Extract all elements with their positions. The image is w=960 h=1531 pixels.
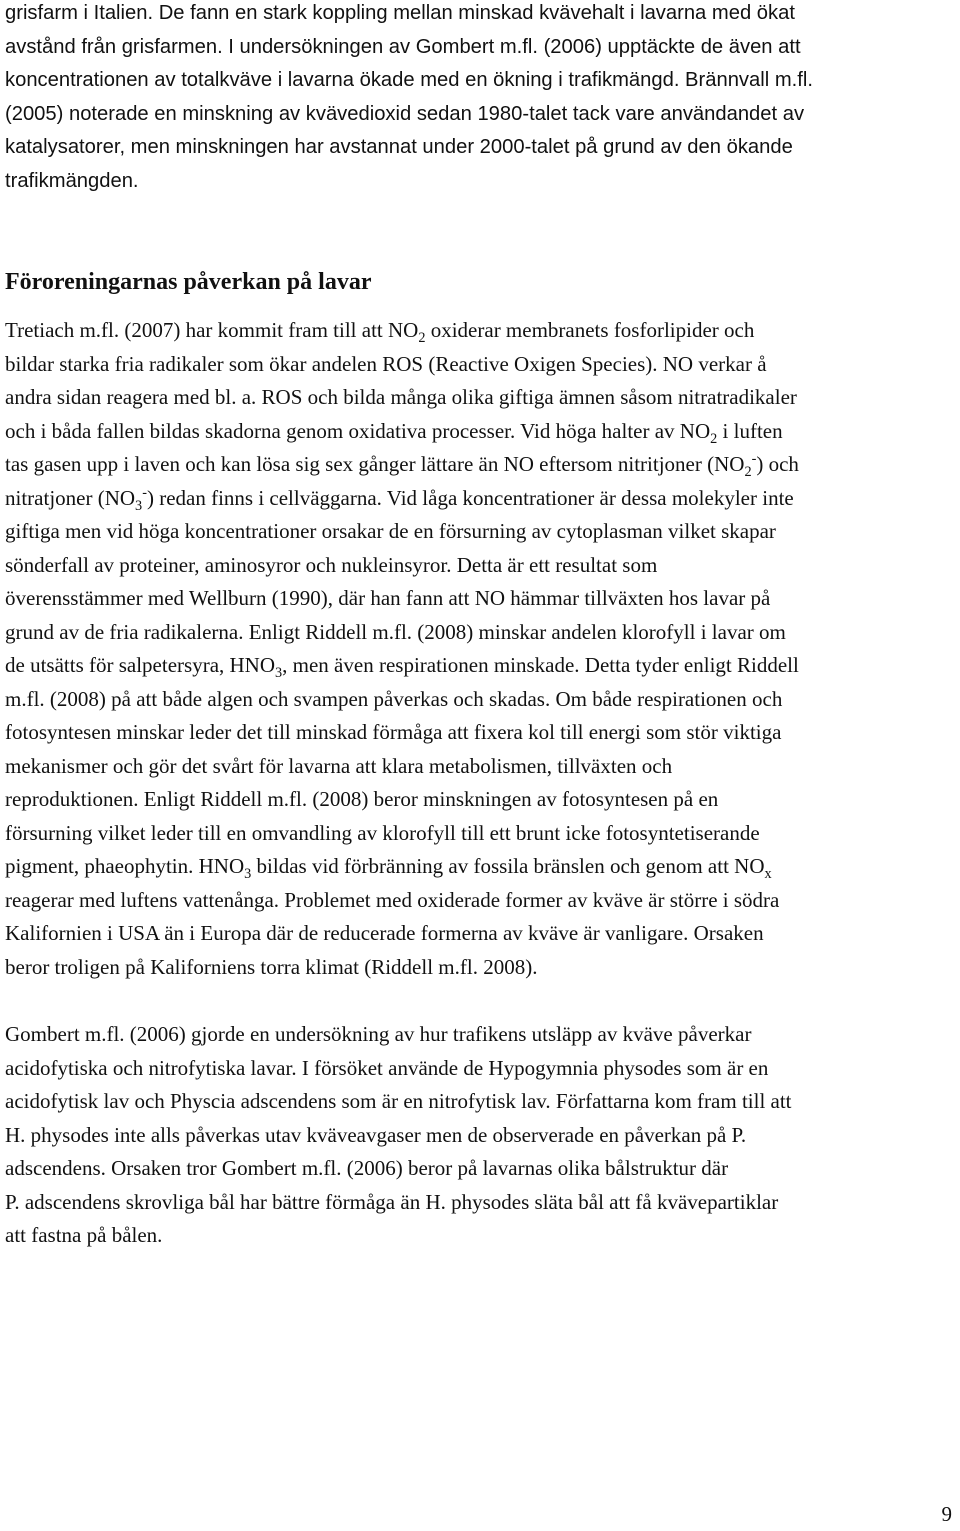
text-line: Gombert m.fl. (2006) gjorde en undersökning av hur trafikens utsläpp av kväve påverkar bbox=[5, 1022, 752, 1046]
text-line: acidofytisk lav och Physcia adscendens som är en nitrofytisk lav. Författarna kom fram till att bbox=[5, 1089, 792, 1113]
section-heading: Föroreningarnas påverkan på lavar bbox=[5, 269, 372, 295]
text-line: trafikmängden. bbox=[5, 169, 139, 192]
text-line: överensstämmer med Wellburn (1990), där han fann att NO hämmar tillväxten hos lavar på bbox=[5, 586, 771, 610]
text-line: bildar starka fria radikaler som ökar andelen ROS (Reactive Oxigen Species). NO verkar å bbox=[5, 351, 767, 376]
text-line: nitratjoner $(NO_3^-)$ redan finns i cellväggarna. Vid låga koncentrationer är dessa molekyler inte bbox=[5, 484, 794, 514]
text-line: pigment, phaeophytin. $HNO_3$ bildas vid förbränning av fossila bränslen och genom att $NO_x$ bbox=[5, 854, 772, 883]
text-line: mekanismer och gör det svårt för lavarna att klara metabolismen, tillväxten och bbox=[5, 753, 673, 778]
text-line: Kalifornien i USA än i Europa där de reducerade formerna av kväve är vanligare. Orsaken bbox=[5, 921, 764, 945]
text-line: de utsätts för salpetersyra, $HNO_3$, men även respirationen minskade. Detta tyder enligt Riddell bbox=[5, 653, 799, 682]
text-line: sönderfall av proteiner, aminosyror och nukleinsyror. Detta är ett resultat som bbox=[5, 552, 658, 577]
body-paragraph-pollution-effects bbox=[5, 314, 940, 984]
text-line: koncentrationen av totalkväve i lavarna ökade med en ökning i trafikmängd. Brännvall m.fl. bbox=[5, 69, 813, 91]
text-line: beror troligen på Kaliforniens torra klimat (Riddell m.fl. 2008). bbox=[5, 954, 538, 979]
text-line: tas gasen upp i laven och kan lösa sig sex gånger lättare än NO eftersom nitritjoner $(NO_2^-)$ och bbox=[5, 451, 799, 481]
text-line: m.fl. (2008) på att både algen och svampen påverkas och skadas. Om både respirationen och bbox=[5, 686, 783, 711]
text-line: acidofytiska och nitrofytiska lavar. I försöket använde de Hypogymnia physodes som är en bbox=[5, 1055, 769, 1080]
text-line: fotosyntesen minskar leder det till minskad förmåga att fixera kol till energi som stör viktiga bbox=[5, 720, 782, 744]
text-line: andra sidan reagera med bl. a. ROS och bilda många olika giftiga ämnen såsom nitratradikaler bbox=[5, 385, 797, 409]
text-line: giftiga men vid höga koncentrationer orsakar de en försurning av cytoplasman vilket skapar bbox=[5, 519, 776, 543]
text-line: avstånd från grisfarmen. I undersökningen av Gombert m.fl. (2006) upptäckte de även att bbox=[5, 35, 801, 58]
text-line: katalysatorer, men minskningen har avstannat under 2000-talet på grund av den ökande bbox=[5, 136, 793, 158]
text-line: H. physodes inte alls påverkas utav kväveavgaser men de observerade en påverkan på P. bbox=[5, 1122, 747, 1147]
body-paragraph-gombert-study bbox=[5, 1018, 940, 1253]
text-line: (2005) noterade en minskning av kvävedioxid sedan 1980-talet tack vare användandet av bbox=[5, 102, 805, 125]
intro-paragraph bbox=[5, 0, 940, 198]
text-line: och i båda fallen bildas skadorna genom oxidativa processer. Vid höga halter av $NO_2$ i luften bbox=[5, 418, 783, 447]
text-line: försurning vilket leder till en omvandling av klorofyll till ett brunt icke fotosyntetiserande bbox=[5, 820, 760, 845]
text-line: reagerar med luftens vattenånga. Problemet med oxiderade former av kväve är större i södra bbox=[5, 887, 780, 912]
page-number: 9 bbox=[941, 1502, 952, 1526]
text-line: adscendens. Orsaken tror Gombert m.fl. (2006) beror på lavarnas olika bålstruktur där bbox=[5, 1156, 729, 1180]
text-line: grisfarm i Italien. De fann en stark koppling mellan minskad kvävehalt i lavarna med ökat bbox=[5, 2, 795, 24]
text-line: P. adscendens skrovliga bål har bättre förmåga än H. physodes släta bål att få kvävepartiklar bbox=[5, 1189, 779, 1214]
text-line: att fastna på bålen. bbox=[5, 1223, 163, 1247]
text-line: Tretiach m.fl. (2007) har kommit fram till att $NO_2$ oxiderar membranets fosforlipider och bbox=[5, 318, 755, 347]
text-line: reproduktionen. Enligt Riddell m.fl. (2008) beror minskningen av fotosyntesen på en bbox=[5, 787, 719, 811]
text-line: grund av de fria radikalerna. Enligt Riddell m.fl. (2008) minskar andelen klorofyll i lavar om bbox=[5, 619, 786, 644]
